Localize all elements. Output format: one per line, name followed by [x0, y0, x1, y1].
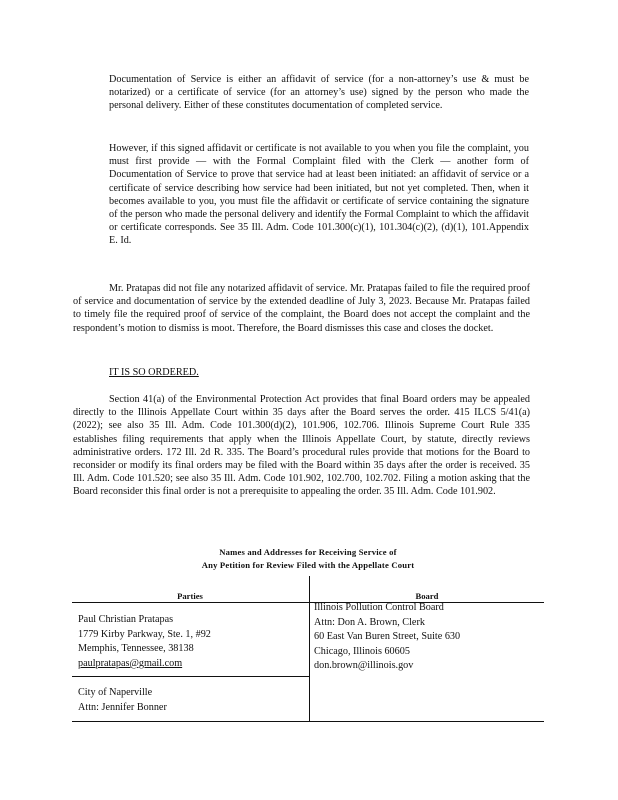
party-attention: Attn: Jennifer Bonner — [78, 701, 167, 713]
board-name: Illinois Pollution Control Board — [314, 602, 444, 613]
service-table-title-line2: Any Petition for Review Filed with the Appellate Court — [201, 559, 415, 570]
column-header-parties: Parties — [177, 591, 203, 601]
board-email[interactable]: don.brown@illinois.gov — [314, 660, 414, 672]
party-name: Paul Christian Pratapas — [78, 614, 174, 625]
party-cell-naperville — [78, 686, 167, 715]
party-address-line2: Memphis, Tennessee, 38138 — [78, 643, 194, 655]
board-address-line2: Chicago, Illinois 60605 — [314, 645, 410, 657]
party-row-divider — [72, 676, 309, 677]
board-cell — [314, 601, 460, 674]
party-cell-pratapas — [78, 613, 211, 671]
party-address-line1: 1779 Kirby Parkway, Ste. 1, #92 — [78, 628, 211, 640]
column-header-board: Board — [415, 591, 439, 601]
service-table-title-line1: Names and Addresses for Receiving Service of — [219, 547, 397, 557]
board-address-line1: 60 East Van Buren Street, Suite 630 — [314, 631, 461, 643]
paragraph-affidavit-instructions: However, if this signed affidavit or certificate is not available to you when you file the complaint, you must first provide — with the Formal Complaint filed with the Clerk — another form of Documentation of Service to prove that service had at least been initiated: an affidavit of service or a certificate of service describing how service had been initiated, but not yet completed. Then, when it becomes available to you, you must file the affidavit or certificate of service containing the signature of the person who made the personal delivery and identify the Formal Complaint to which the affidavit or certificate corresponds. See 35 Ill. Adm. Code 101.300(c)(1), 101.304(c)(2), (d)(1), 101.Appendix E. Id. — [109, 143, 529, 247]
table-header-divider — [72, 602, 544, 603]
party-name: City of Naperville — [78, 687, 153, 698]
table-column-divider — [309, 576, 310, 722]
table-bottom-border — [72, 721, 544, 722]
so-ordered-heading: IT IS SO ORDERED. — [109, 367, 199, 378]
paragraph-dismissal-reason: Mr. Pratapas did not file any notarized affidavit of service. Mr. Pratapas failed to file the required proof of service and documentation of service by the extended deadline of July 3, 2023. Because Mr. Pratapas failed to timely file the required proof of service of the complaint, the Board does not accept the complaint and the respondent’s motion to dismiss is moot. Therefore, the Board dismisses this case and closes the docket. — [73, 283, 530, 334]
board-attention: Attn: Don A. Brown, Clerk — [314, 616, 425, 628]
paragraph-documentation-of-service: Documentation of Service is either an affidavit of service (for a non-attorney’s use & must be notarized) or a certificate of service (for an attorney’s use) signed by the person who made the personal delivery. Either of these constitutes documentation of completed service. — [109, 74, 529, 112]
party-email-link[interactable]: paulpratapas@gmail.com — [78, 657, 183, 669]
service-table-title — [72, 546, 544, 571]
paragraph-appeal-rights: Section 41(a) of the Environmental Protection Act provides that final Board orders may be appealed directly to the Illinois Appellate Court within 35 days after the Board serves the order. 415 ILCS 5/41(a) (2022); see also 35 Ill. Adm. Code 101.300(d)(2), 101.906, 102.706. Illinois Supreme Court Rule 335 establishes filing requirements that apply when the Illinois Appellate Court, by statute, directly reviews administrative orders. 172 Ill. 2d R. 335. The Board’s procedural rules provide that motions for the Board to reconsider or modify its final orders may be filed with the Board within 35 days after the order is received. 35 Ill. Adm. Code 101.520; see also 35 Ill. Adm. Code 101.902, 102.700, 102.702. Filing a motion asking that the Board reconsider this final order is not a prerequisite to appealing the order. 35 Ill. Adm. Code 101.902. — [73, 394, 530, 498]
